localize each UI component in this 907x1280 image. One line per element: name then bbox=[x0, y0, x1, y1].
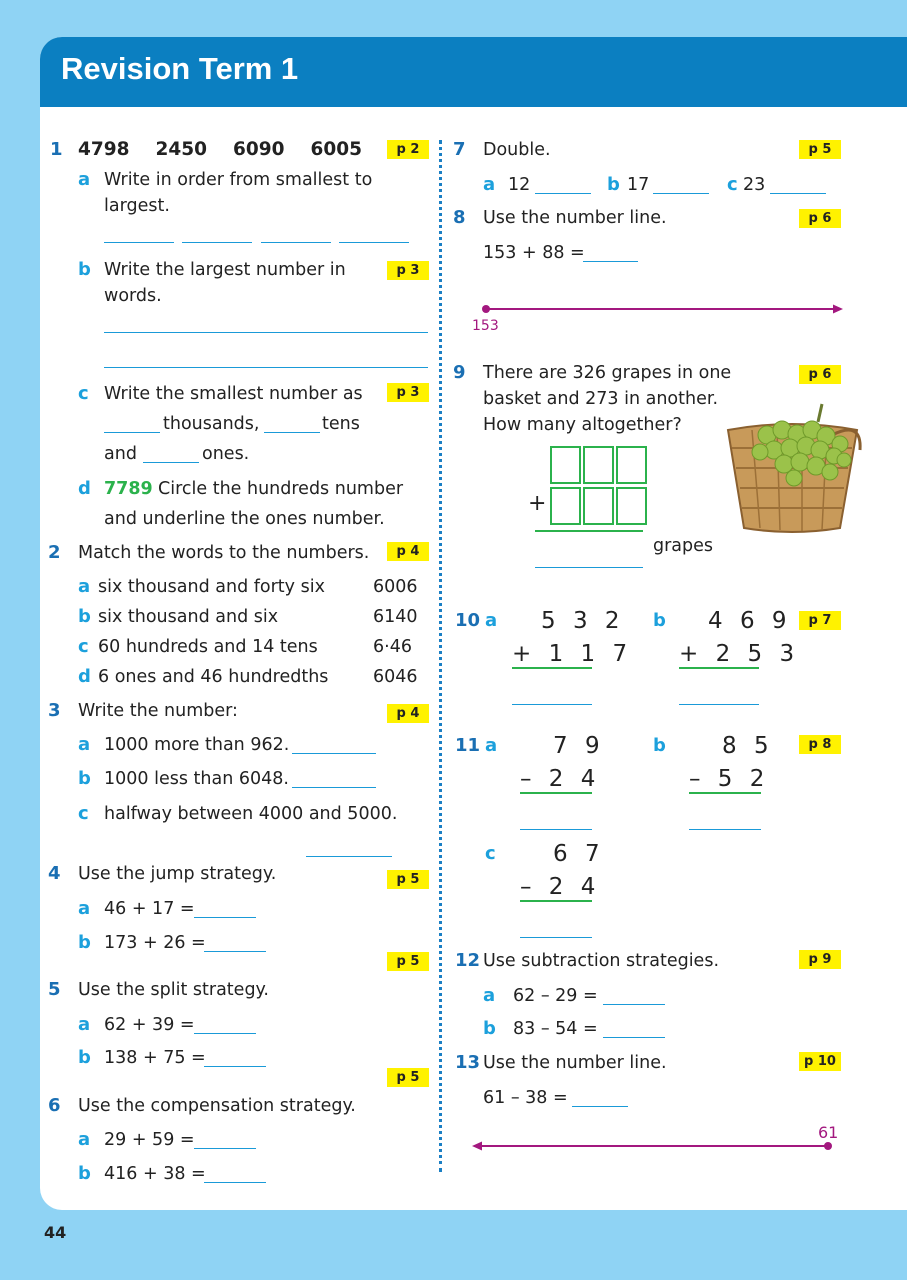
q9-digit-box[interactable] bbox=[550, 487, 581, 525]
q1b-answer-line-1[interactable] bbox=[104, 332, 428, 333]
q10a-bottom: + 1 1 7 bbox=[512, 641, 633, 667]
q7-number: 7 bbox=[453, 139, 466, 160]
q11a-sum-line bbox=[520, 792, 592, 794]
q13-number-line[interactable] bbox=[470, 1137, 840, 1157]
q1-number-4: 6005 bbox=[310, 139, 362, 160]
q6-text: Use the compensation strategy. bbox=[78, 1096, 356, 1116]
q2-page-ref: p 4 bbox=[387, 542, 429, 561]
q11a-top: 7 9 bbox=[553, 733, 605, 759]
q9-answer[interactable] bbox=[535, 567, 643, 568]
q12-number: 12 bbox=[455, 950, 481, 971]
q11-page-ref: p 8 bbox=[799, 735, 841, 754]
q2a-number[interactable]: 6006 bbox=[373, 577, 418, 597]
q2-number: 2 bbox=[48, 542, 61, 563]
q1d-number: 7789 bbox=[104, 479, 153, 499]
q7c-value: 23 bbox=[743, 175, 766, 195]
q13-line-end-label: 61 bbox=[818, 1123, 839, 1142]
q11-number: 11 bbox=[455, 735, 481, 756]
q1-number-3: 6090 bbox=[233, 139, 285, 160]
q1c-ones-answer[interactable] bbox=[143, 462, 199, 463]
q7-text: Double. bbox=[483, 140, 551, 160]
q1c-and: and bbox=[104, 444, 137, 464]
q1b-text-2: words. bbox=[104, 286, 162, 306]
q1c-tens-label: tens bbox=[322, 414, 360, 434]
q3a-answer[interactable] bbox=[292, 753, 376, 754]
q9-digit-box[interactable] bbox=[616, 446, 647, 484]
q1d-text-1: Circle the hundreds number bbox=[158, 479, 404, 499]
q13-equation: 61 – 38 = bbox=[483, 1088, 568, 1108]
q8-text: Use the number line. bbox=[483, 208, 667, 228]
q9-page-ref: p 6 bbox=[799, 365, 841, 384]
q3-page-ref: p 4 bbox=[387, 704, 429, 723]
q6b-answer[interactable] bbox=[204, 1182, 266, 1183]
q3c-label: c bbox=[78, 803, 89, 824]
q1c-text-1: Write the smallest number as bbox=[104, 384, 363, 404]
q1a-answer-3[interactable] bbox=[261, 242, 331, 243]
q12b-answer[interactable] bbox=[603, 1037, 665, 1038]
q2a-words[interactable]: six thousand and forty six bbox=[98, 577, 325, 597]
q9-text-2: basket and 273 in another. bbox=[483, 389, 719, 409]
q1c-page-ref: p 3 bbox=[387, 383, 429, 402]
q6-number: 6 bbox=[48, 1095, 61, 1116]
q3a-text: 1000 more than 962. bbox=[104, 735, 290, 755]
q4b-text: 173 + 26 = bbox=[104, 933, 206, 953]
q12a-answer[interactable] bbox=[603, 1004, 665, 1005]
q1d-label: d bbox=[78, 478, 91, 499]
q6a-label: a bbox=[78, 1129, 91, 1150]
q1a-answer-1[interactable] bbox=[104, 242, 174, 243]
q5b-label: b bbox=[78, 1047, 91, 1068]
q9-text-1: There are 326 grapes in one bbox=[483, 363, 732, 383]
q10b-top: 4 6 9 bbox=[708, 608, 792, 634]
q2d-words[interactable]: 6 ones and 46 hundredths bbox=[98, 667, 329, 687]
q11b-answer[interactable] bbox=[689, 829, 761, 830]
q3c-text: halfway between 4000 and 5000. bbox=[104, 804, 398, 824]
q2-text: Match the words to the numbers. bbox=[78, 543, 370, 563]
q3b-answer[interactable] bbox=[292, 787, 376, 788]
q7-page-ref: p 5 bbox=[799, 140, 841, 159]
q4-number: 4 bbox=[48, 863, 61, 884]
q12-text: Use subtraction strategies. bbox=[483, 951, 720, 971]
q2d-label: d bbox=[78, 666, 91, 687]
q1c-ones-label: ones. bbox=[202, 444, 250, 464]
q11c-bottom: – 2 4 bbox=[520, 874, 601, 900]
q8-number-line[interactable] bbox=[478, 300, 848, 320]
q11b-bottom: – 5 2 bbox=[689, 766, 770, 792]
q7a-value: 12 bbox=[508, 175, 531, 195]
q8-answer[interactable] bbox=[583, 261, 638, 262]
q1c-label: c bbox=[78, 383, 89, 404]
q2b-number[interactable]: 6140 bbox=[373, 607, 418, 627]
q1a-answer-2[interactable] bbox=[182, 242, 252, 243]
header-bar bbox=[40, 37, 907, 107]
q8-number: 8 bbox=[453, 207, 466, 228]
q11b-sum-line bbox=[689, 792, 761, 794]
column-divider bbox=[439, 140, 442, 1172]
q1b-text-1: Write the largest number in bbox=[104, 260, 346, 280]
q1c-thousands-answer[interactable] bbox=[104, 432, 160, 433]
q9-unit-label: grapes bbox=[653, 536, 714, 556]
q1b-label: b bbox=[78, 259, 91, 280]
q1-numbers bbox=[78, 139, 362, 161]
q9-digit-box[interactable] bbox=[583, 446, 614, 484]
q4a-answer[interactable] bbox=[194, 917, 256, 918]
page-title: Revision Term 1 bbox=[61, 51, 299, 86]
q10a-top: 5 3 2 bbox=[541, 608, 625, 634]
q11b-top: 8 5 bbox=[722, 733, 774, 759]
q13-number: 13 bbox=[455, 1052, 481, 1073]
q7b-label: b bbox=[607, 174, 620, 195]
q9-sum-line bbox=[535, 530, 643, 532]
q4-text: Use the jump strategy. bbox=[78, 864, 277, 884]
q4a-text: 46 + 17 = bbox=[104, 899, 195, 919]
q6a-text: 29 + 59 = bbox=[104, 1130, 195, 1150]
q12a-label: a bbox=[483, 985, 496, 1006]
grapes-basket-icon bbox=[722, 400, 867, 535]
q1a-text-1: Write in order from smallest to bbox=[104, 170, 373, 190]
q7b-answer[interactable] bbox=[653, 193, 709, 194]
q1c-thousands-label: thousands, bbox=[163, 414, 260, 434]
page-number: 44 bbox=[44, 1223, 67, 1242]
q11b-label: b bbox=[653, 735, 666, 756]
q7a-label: a bbox=[483, 174, 496, 195]
q7a-answer[interactable] bbox=[535, 193, 591, 194]
q5a-label: a bbox=[78, 1014, 91, 1035]
q2c-words[interactable]: 60 hundreds and 14 tens bbox=[98, 637, 318, 657]
q10-number: 10 bbox=[455, 610, 481, 631]
q10b-sum-line bbox=[679, 667, 759, 669]
q1c-tens-answer[interactable] bbox=[264, 432, 320, 433]
q1b-page-ref: p 3 bbox=[387, 261, 429, 280]
q9-digit-box[interactable] bbox=[550, 446, 581, 484]
q12b-text: 83 – 54 = bbox=[513, 1019, 598, 1039]
q5b-text: 138 + 75 = bbox=[104, 1048, 206, 1068]
q3a-label: a bbox=[78, 734, 91, 755]
q9-digit-box[interactable] bbox=[616, 487, 647, 525]
q10a-label: a bbox=[485, 610, 498, 631]
q4b-answer[interactable] bbox=[204, 951, 266, 952]
q3c-answer[interactable] bbox=[306, 856, 392, 857]
q2c-number[interactable]: 6·46 bbox=[373, 637, 412, 657]
q12a-text: 62 – 29 = bbox=[513, 986, 598, 1006]
q1b-answer-line-2[interactable] bbox=[104, 367, 428, 368]
q2c-label: c bbox=[78, 636, 89, 657]
q13-page-ref: p 10 bbox=[799, 1052, 841, 1071]
q9-text-3: How many altogether? bbox=[483, 415, 682, 435]
q4b-page-ref: p 5 bbox=[387, 952, 429, 971]
q9-plus-sign: + bbox=[528, 491, 547, 516]
q11a-answer[interactable] bbox=[520, 829, 592, 830]
q9-number: 9 bbox=[453, 362, 466, 383]
q1-number: 1 bbox=[50, 139, 63, 160]
q4-page-ref: p 5 bbox=[387, 870, 429, 889]
q1a-label: a bbox=[78, 169, 91, 190]
q8-page-ref: p 6 bbox=[799, 209, 841, 228]
q11a-bottom: – 2 4 bbox=[520, 766, 601, 792]
q10-page-ref: p 7 bbox=[799, 611, 841, 630]
q6a-answer[interactable] bbox=[194, 1148, 256, 1149]
q7c-label: c bbox=[727, 174, 738, 195]
q4a-label: a bbox=[78, 898, 91, 919]
q5a-answer[interactable] bbox=[194, 1033, 256, 1034]
q10b-bottom: + 2 5 3 bbox=[679, 641, 800, 667]
q11c-label: c bbox=[485, 843, 496, 864]
q13-text: Use the number line. bbox=[483, 1053, 667, 1073]
q1d-text-2: and underline the ones number. bbox=[104, 509, 385, 529]
q1a-answer-4[interactable] bbox=[339, 242, 409, 243]
q11c-sum-line bbox=[520, 900, 592, 902]
q1-page-ref: p 2 bbox=[387, 140, 429, 159]
q5-text: Use the split strategy. bbox=[78, 980, 269, 1000]
q6b-label: b bbox=[78, 1163, 91, 1184]
q5a-text: 62 + 39 = bbox=[104, 1015, 195, 1035]
q11c-top: 6 7 bbox=[553, 841, 605, 867]
q1-number-1: 4798 bbox=[78, 139, 130, 160]
q4b-label: b bbox=[78, 932, 91, 953]
q7c-answer[interactable] bbox=[770, 193, 826, 194]
q3b-text: 1000 less than 6048. bbox=[104, 769, 289, 789]
q7b-value: 17 bbox=[627, 175, 650, 195]
q12b-label: b bbox=[483, 1018, 496, 1039]
q3-text: Write the number: bbox=[78, 701, 238, 721]
q8-line-start-label: 153 bbox=[472, 318, 499, 334]
q1a-text-2: largest. bbox=[104, 196, 170, 216]
q10a-answer[interactable] bbox=[512, 704, 592, 705]
q2d-number[interactable]: 6046 bbox=[373, 667, 418, 687]
q2b-words[interactable]: six thousand and six bbox=[98, 607, 279, 627]
q6b-text: 416 + 38 = bbox=[104, 1164, 206, 1184]
q8-equation: 153 + 88 = bbox=[483, 243, 585, 263]
q3-number: 3 bbox=[48, 700, 61, 721]
q3b-label: b bbox=[78, 768, 91, 789]
q2a-label: a bbox=[78, 576, 91, 597]
q5b-answer[interactable] bbox=[204, 1066, 266, 1067]
q9-digit-box[interactable] bbox=[583, 487, 614, 525]
q5-number: 5 bbox=[48, 979, 61, 1000]
q11a-label: a bbox=[485, 735, 498, 756]
q10b-answer[interactable] bbox=[679, 704, 759, 705]
q12-page-ref: p 9 bbox=[799, 950, 841, 969]
q10a-sum-line bbox=[512, 667, 592, 669]
q10b-label: b bbox=[653, 610, 666, 631]
q11c-answer[interactable] bbox=[520, 937, 592, 938]
q1-number-2: 2450 bbox=[155, 139, 207, 160]
q2b-label: b bbox=[78, 606, 91, 627]
q5b-page-ref: p 5 bbox=[387, 1068, 429, 1087]
q13-answer[interactable] bbox=[572, 1106, 628, 1107]
